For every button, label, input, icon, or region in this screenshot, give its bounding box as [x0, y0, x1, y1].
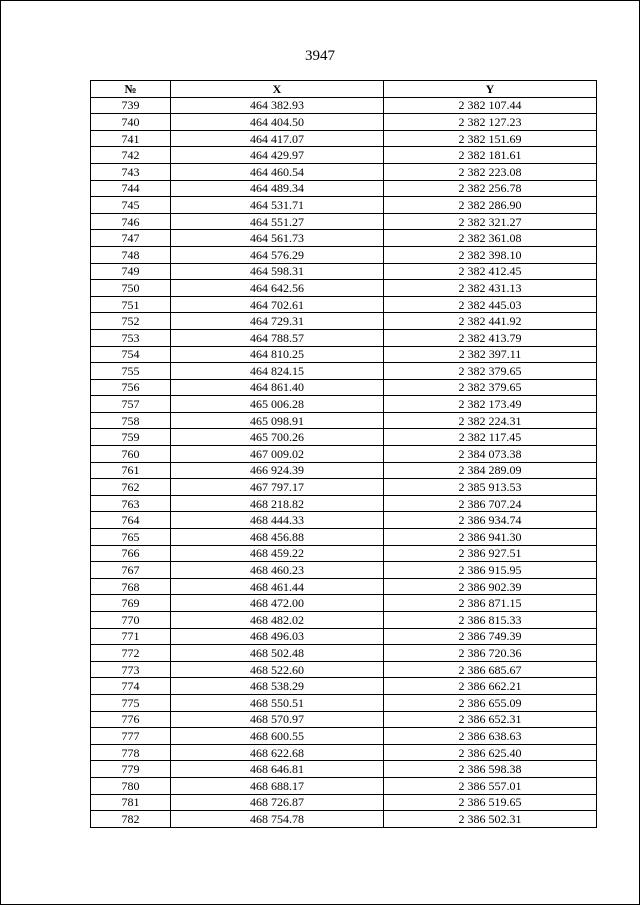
- cell-x: 468 456.88: [171, 529, 384, 546]
- cell-x: 468 496.03: [171, 628, 384, 645]
- cell-x: 468 522.60: [171, 661, 384, 678]
- cell-y: 2 386 652.31: [384, 711, 597, 728]
- cell-number: 750: [91, 280, 171, 297]
- table-row: [91, 313, 597, 330]
- table-row: [91, 811, 597, 828]
- table-row: [91, 512, 597, 529]
- table-row: [91, 777, 597, 794]
- cell-y: 2 386 662.21: [384, 678, 597, 695]
- cell-y: 2 382 127.23: [384, 114, 597, 131]
- table-row: [91, 97, 597, 114]
- cell-y: 2 386 941.30: [384, 529, 597, 546]
- cell-x: 464 810.25: [171, 346, 384, 363]
- coordinates-table: [90, 80, 597, 828]
- table-row: [91, 462, 597, 479]
- cell-y: 2 382 397.11: [384, 346, 597, 363]
- cell-number: 773: [91, 661, 171, 678]
- cell-number: 753: [91, 329, 171, 346]
- cell-y: 2 386 557.01: [384, 777, 597, 794]
- cell-number: 781: [91, 794, 171, 811]
- cell-y: 2 382 181.61: [384, 147, 597, 164]
- cell-number: 764: [91, 512, 171, 529]
- cell-y: 2 386 927.51: [384, 545, 597, 562]
- table-row: [91, 694, 597, 711]
- cell-y: 2 386 815.33: [384, 612, 597, 629]
- cell-x: 464 729.31: [171, 313, 384, 330]
- cell-x: 468 482.02: [171, 612, 384, 629]
- cell-x: 466 924.39: [171, 462, 384, 479]
- cell-number: 762: [91, 479, 171, 496]
- cell-x: 468 461.44: [171, 578, 384, 595]
- cell-number: 776: [91, 711, 171, 728]
- cell-x: 465 700.26: [171, 429, 384, 446]
- table-row: [91, 429, 597, 446]
- cell-y: 2 386 519.65: [384, 794, 597, 811]
- cell-y: 2 385 913.53: [384, 479, 597, 496]
- table-row: [91, 296, 597, 313]
- cell-x: 468 622.68: [171, 744, 384, 761]
- cell-number: 774: [91, 678, 171, 695]
- cell-y: 2 382 256.78: [384, 180, 597, 197]
- cell-number: 757: [91, 396, 171, 413]
- cell-number: 763: [91, 495, 171, 512]
- cell-y: 2 382 117.45: [384, 429, 597, 446]
- table-row: [91, 495, 597, 512]
- table-row: [91, 246, 597, 263]
- cell-number: 739: [91, 97, 171, 114]
- table-row: [91, 628, 597, 645]
- cell-y: 2 386 749.39: [384, 628, 597, 645]
- cell-number: 758: [91, 412, 171, 429]
- cell-x: 465 006.28: [171, 396, 384, 413]
- cell-x: 468 538.29: [171, 678, 384, 695]
- cell-number: 742: [91, 147, 171, 164]
- cell-x: 464 489.34: [171, 180, 384, 197]
- cell-x: 464 531.71: [171, 197, 384, 214]
- cell-number: 748: [91, 246, 171, 263]
- table-row: [91, 213, 597, 230]
- cell-number: 769: [91, 595, 171, 612]
- cell-number: 744: [91, 180, 171, 197]
- cell-number: 760: [91, 446, 171, 463]
- cell-y: 2 386 902.39: [384, 578, 597, 595]
- cell-number: 743: [91, 163, 171, 180]
- cell-y: 2 384 289.09: [384, 462, 597, 479]
- cell-x: 468 600.55: [171, 728, 384, 745]
- table-row: [91, 446, 597, 463]
- cell-x: 464 429.97: [171, 147, 384, 164]
- table-body: [91, 97, 597, 827]
- cell-x: 464 642.56: [171, 280, 384, 297]
- cell-x: 464 576.29: [171, 246, 384, 263]
- cell-number: 751: [91, 296, 171, 313]
- cell-y: 2 382 413.79: [384, 329, 597, 346]
- table-row: [91, 612, 597, 629]
- cell-number: 754: [91, 346, 171, 363]
- cell-number: 745: [91, 197, 171, 214]
- cell-x: 468 646.81: [171, 761, 384, 778]
- cell-number: 767: [91, 562, 171, 579]
- cell-x: 464 598.31: [171, 263, 384, 280]
- cell-number: 772: [91, 645, 171, 662]
- table-row: [91, 180, 597, 197]
- cell-number: 765: [91, 529, 171, 546]
- table-row: [91, 562, 597, 579]
- cell-x: 467 009.02: [171, 446, 384, 463]
- table-row: [91, 130, 597, 147]
- table-row: [91, 280, 597, 297]
- cell-x: 464 551.27: [171, 213, 384, 230]
- cell-x: 468 444.33: [171, 512, 384, 529]
- cell-number: 759: [91, 429, 171, 446]
- table-row: [91, 529, 597, 546]
- table-row: [91, 147, 597, 164]
- cell-x: 468 472.00: [171, 595, 384, 612]
- cell-y: 2 382 379.65: [384, 363, 597, 380]
- table-row: [91, 794, 597, 811]
- cell-y: 2 382 361.08: [384, 230, 597, 247]
- cell-number: 756: [91, 379, 171, 396]
- cell-x: 464 382.93: [171, 97, 384, 114]
- table-row: [91, 230, 597, 247]
- cell-y: 2 382 151.69: [384, 130, 597, 147]
- table-row: [91, 263, 597, 280]
- table-row: [91, 479, 597, 496]
- cell-y: 2 382 379.65: [384, 379, 597, 396]
- cell-x: 464 824.15: [171, 363, 384, 380]
- cell-x: 468 218.82: [171, 495, 384, 512]
- cell-y: 2 386 638.63: [384, 728, 597, 745]
- table-row: [91, 197, 597, 214]
- header-number: №: [91, 81, 171, 98]
- cell-number: 749: [91, 263, 171, 280]
- cell-number: 755: [91, 363, 171, 380]
- cell-y: 2 384 073.38: [384, 446, 597, 463]
- cell-y: 2 386 655.09: [384, 694, 597, 711]
- cell-number: 747: [91, 230, 171, 247]
- cell-y: 2 382 412.45: [384, 263, 597, 280]
- cell-number: 777: [91, 728, 171, 745]
- cell-x: 468 460.23: [171, 562, 384, 579]
- table-row: [91, 711, 597, 728]
- cell-x: 468 754.78: [171, 811, 384, 828]
- header-y: Y: [384, 81, 597, 98]
- table-row: [91, 379, 597, 396]
- table-row: [91, 678, 597, 695]
- table-row: [91, 545, 597, 562]
- cell-number: 782: [91, 811, 171, 828]
- cell-x: 468 726.87: [171, 794, 384, 811]
- cell-number: 752: [91, 313, 171, 330]
- table-row: [91, 114, 597, 131]
- table-row: [91, 346, 597, 363]
- cell-y: 2 382 173.49: [384, 396, 597, 413]
- cell-number: 780: [91, 777, 171, 794]
- cell-y: 2 382 321.27: [384, 213, 597, 230]
- cell-number: 779: [91, 761, 171, 778]
- table-row: [91, 728, 597, 745]
- cell-y: 2 386 871.15: [384, 595, 597, 612]
- cell-number: 740: [91, 114, 171, 131]
- cell-x: 464 788.57: [171, 329, 384, 346]
- cell-y: 2 382 223.08: [384, 163, 597, 180]
- table-row: [91, 363, 597, 380]
- cell-x: 468 570.97: [171, 711, 384, 728]
- cell-y: 2 386 720.36: [384, 645, 597, 662]
- table-row: [91, 163, 597, 180]
- cell-y: 2 386 934.74: [384, 512, 597, 529]
- cell-number: 761: [91, 462, 171, 479]
- cell-x: 464 702.61: [171, 296, 384, 313]
- cell-number: 770: [91, 612, 171, 629]
- cell-y: 2 386 598.38: [384, 761, 597, 778]
- cell-number: 771: [91, 628, 171, 645]
- cell-y: 2 386 707.24: [384, 495, 597, 512]
- cell-x: 464 561.73: [171, 230, 384, 247]
- cell-y: 2 386 502.31: [384, 811, 597, 828]
- cell-x: 468 688.17: [171, 777, 384, 794]
- table-row: [91, 661, 597, 678]
- cell-x: 464 404.50: [171, 114, 384, 131]
- cell-y: 2 386 625.40: [384, 744, 597, 761]
- cell-x: 468 502.48: [171, 645, 384, 662]
- cell-y: 2 382 398.10: [384, 246, 597, 263]
- cell-number: 746: [91, 213, 171, 230]
- cell-y: 2 382 445.03: [384, 296, 597, 313]
- table-row: [91, 645, 597, 662]
- table-row: [91, 761, 597, 778]
- cell-y: 2 382 431.13: [384, 280, 597, 297]
- cell-y: 2 382 224.31: [384, 412, 597, 429]
- header-x: X: [171, 81, 384, 98]
- cell-number: 741: [91, 130, 171, 147]
- cell-x: 468 459.22: [171, 545, 384, 562]
- cell-x: 464 861.40: [171, 379, 384, 396]
- table-row: [91, 744, 597, 761]
- cell-x: 465 098.91: [171, 412, 384, 429]
- page-number: 3947: [305, 48, 335, 64]
- table-row: [91, 329, 597, 346]
- table-row: [91, 578, 597, 595]
- cell-x: 464 460.54: [171, 163, 384, 180]
- cell-x: 468 550.51: [171, 694, 384, 711]
- cell-x: 464 417.07: [171, 130, 384, 147]
- cell-y: 2 386 915.95: [384, 562, 597, 579]
- cell-y: 2 386 685.67: [384, 661, 597, 678]
- cell-y: 2 382 286.90: [384, 197, 597, 214]
- table-row: [91, 396, 597, 413]
- table-header-row: [91, 81, 597, 98]
- cell-y: 2 382 441.92: [384, 313, 597, 330]
- cell-number: 768: [91, 578, 171, 595]
- cell-number: 778: [91, 744, 171, 761]
- cell-number: 766: [91, 545, 171, 562]
- cell-number: 775: [91, 694, 171, 711]
- cell-y: 2 382 107.44: [384, 97, 597, 114]
- table-row: [91, 412, 597, 429]
- table-row: [91, 595, 597, 612]
- cell-x: 467 797.17: [171, 479, 384, 496]
